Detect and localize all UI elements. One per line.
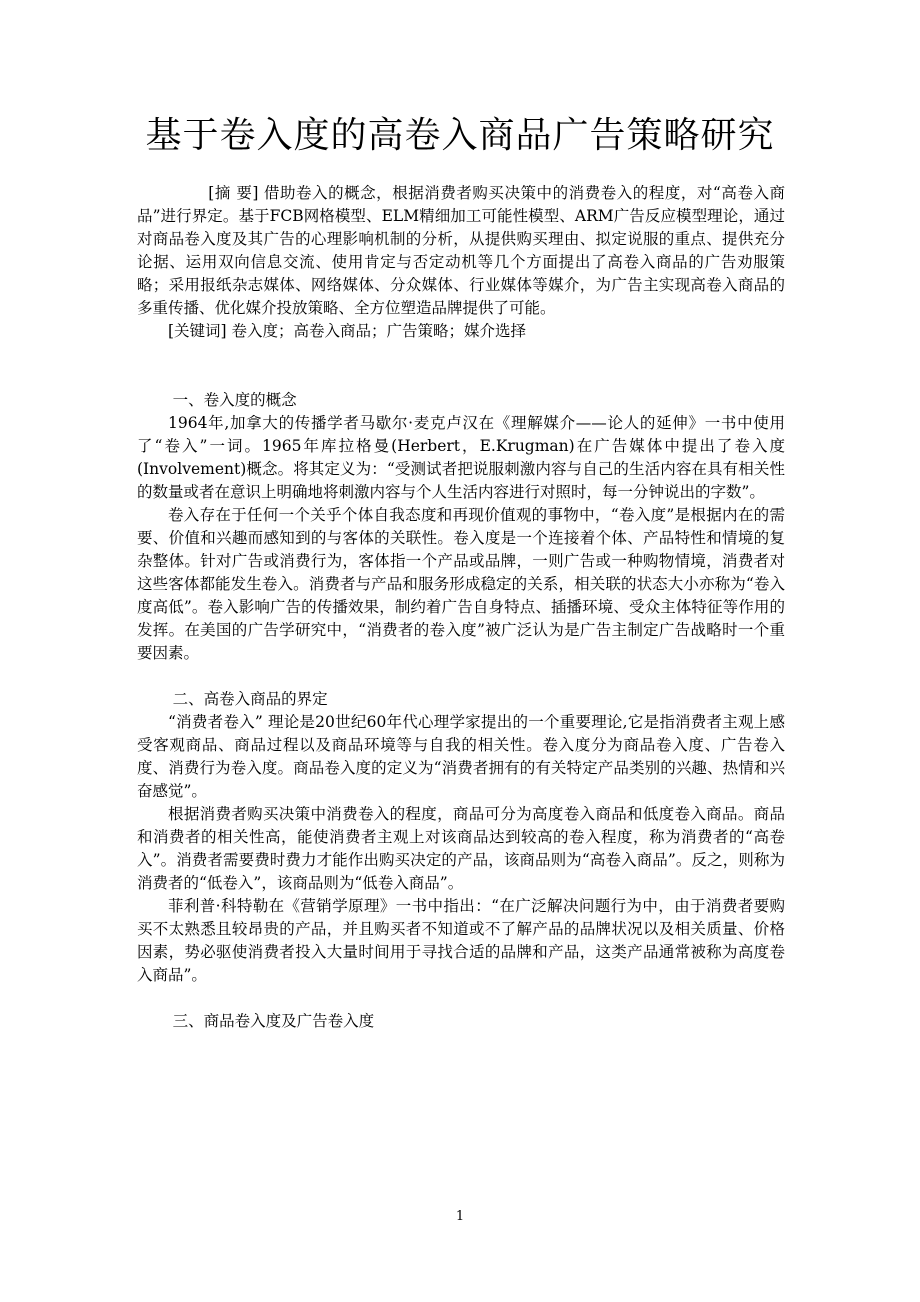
- paragraph: 根据消费者购买决策中消费卷入的程度，商品可分为高度卷入商品和低度卷入商品。商品和消费者的相关性高，能使消费者主观上对该商品达到较高的卷入程度，称为消费者的“高卷入”。消费者需要费时费力才能作出购买决定的产品，该商品则为“高卷入商品”。反之，则称为消费者的“低卷入”，该商品则为“低卷入商品”。: [137, 805, 785, 892]
- document-body: [137, 182, 785, 1033]
- section-heading-2: 二、高卷入商品的界定: [172, 690, 328, 708]
- paragraph: 菲利普·科特勒在《营销学原理》一书中指出：“在广泛解决问题行为中，由于消费者要购买不太熟悉且较昂贵的产品，并且购买者不知道或不了解产品的品牌状况以及相关质量、价格因素，势必驱使消费者投入大量时间用于寻找合适的品牌和产品，这类产品通常被称为高度卷入商品”。: [137, 897, 785, 984]
- section-heading-1: 一、卷入度的概念: [172, 391, 297, 409]
- paragraph: 1964年,加拿大的传播学者马歇尔·麦克卢汉在《理解媒介——论人的延伸》一书中使用了“卷入”一词。1965年库拉格曼(Herbert，E.Krugman)在广告媒体中提出了卷入度(Involvement)概念。将其定义为：“受测试者把说服刺激内容与自己的生活内容在具有相关性的数量或者在意识上明确地将刺激内容与个人生活内容进行对照时，每一分钟说出的字数”。: [137, 414, 785, 501]
- paragraph: 卷入存在于任何一个关乎个体自我态度和再现价值观的事物中，“卷入度”是根据内在的需要、价值和兴趣而感知到的与客体的关联性。卷入度是一个连接着个体、产品特性和情境的复杂整体。针对广告或消费行为，客体指一个产品或品牌，一则广告或一种购物情境，消费者对这些客体都能发生卷入。消费者与产品和服务形成稳定的关系，相关联的状态大小亦称为“卷入度高低”。卷入影响广告的传播效果，制约着广告自身特点、插播环境、受众主体特征等作用的发挥。在美国的广告学研究中，“消费者的卷入度”被广泛认为是广告主制定广告战略时一个重要因素。: [137, 506, 785, 662]
- section-heading-3: 三、商品卷入度及广告卷入度: [172, 1012, 375, 1030]
- spacer: [137, 987, 785, 1010]
- page-number: 1: [455, 1209, 465, 1224]
- spacer: [137, 343, 785, 389]
- paragraph: “消费者卷入” 理论是20世纪60年代心理学家提出的一个重要理论,它是指消费者主观上感受客观商品、商品过程以及商品环境等与自我的相关性。卷入度分为商品卷入度、广告卷入度、消费行为卷入度。商品卷入度的定义为“消费者拥有的有关特定产品类别的兴趣、热情和兴奋感觉”。: [137, 713, 785, 800]
- keywords: [关键词] 卷入度；高卷入商品；广告策略；媒介选择: [168, 322, 527, 340]
- spacer: [137, 665, 785, 688]
- page-title: 基于卷入度的高卷入商品广告策略研究: [145, 115, 775, 156]
- abstract-text: [摘 要] 借助卷入的概念，根据消费者购买决策中的消费卷入的程度，对“高卷入商品”进行界定。基于FCB网格模型、ELM精细加工可能性模型、ARM广告反应模型理论，通过对商品卷入度及其广告的心理影响机制的分析，从提供购买理由、拟定说服的重点、提供充分论据、运用双向信息交流、使用肯定与否定动机等几个方面提出了高卷入商品的广告劝服策略；采用报纸杂志媒体、网络媒体、分众媒体、行业媒体等媒介，为广告主实现高卷入商品的多重传播、优化媒介投放策略、全方位塑造品牌提供了可能。: [137, 184, 785, 317]
